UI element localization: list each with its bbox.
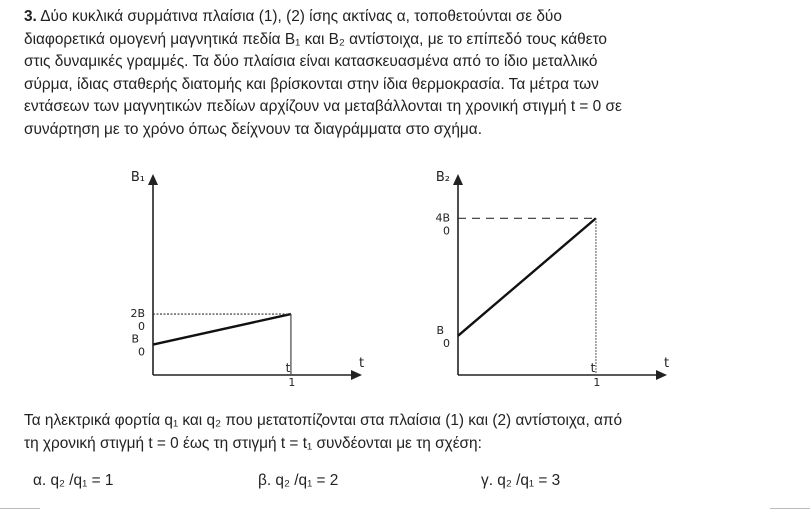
x-axis-label: t bbox=[359, 356, 365, 371]
t1-tick-subscript: 1 bbox=[593, 376, 601, 389]
t1-tick-subscript: 1 bbox=[288, 376, 296, 389]
answer-a-letter: α. bbox=[33, 472, 47, 489]
answer-options bbox=[0, 472, 810, 494]
x-axis-arrow-icon bbox=[351, 370, 362, 380]
y-top-tick-label: 2B bbox=[130, 307, 145, 321]
y-start-tick-subscript: 0 bbox=[138, 345, 145, 359]
answer-b-letter: β. bbox=[258, 472, 272, 489]
y-axis-label: B₁ bbox=[130, 170, 145, 185]
y-top-tick-subscript: 0 bbox=[138, 320, 145, 334]
y-axis-arrow-icon bbox=[148, 174, 158, 185]
y-axis-arrow-icon bbox=[453, 174, 463, 185]
x-axis-arrow-icon bbox=[656, 370, 667, 380]
problem-line-3: στις δυναμικές γραμμές. Τα δύο πλαίσια είναι κατασκευασμένα από το ίδιο μεταλλικό bbox=[24, 53, 598, 71]
chart-svg-2 bbox=[400, 160, 680, 415]
y-start-tick-subscript: 0 bbox=[443, 336, 450, 350]
problem-line-2: διαφορετικά ομογενή μαγνητικά πεδία B₁ και B₂ αντίστοιχα, με το επίπεδό τους κάθετο bbox=[24, 30, 607, 48]
answer-a-text: q₂ /q₁ = 1 bbox=[50, 472, 114, 489]
graph-b2 bbox=[400, 160, 680, 415]
problem-text bbox=[24, 6, 794, 142]
answer-c[interactable] bbox=[481, 472, 560, 490]
question-line-1: Τα ηλεκτρικά φορτία q₁ και q₂ που μετατοπίζονται στα πλαίσια (1) και (2) αντίστοιχα, από bbox=[24, 412, 623, 429]
y-top-tick-subscript: 0 bbox=[443, 224, 450, 238]
y-axis-label: B₂ bbox=[435, 170, 450, 185]
answer-a[interactable] bbox=[33, 472, 113, 490]
x-axis-label: t bbox=[664, 356, 670, 371]
question-line-2: τη χρονική στιγμή t = 0 έως τη στιγμή t = t₁ συνδέονται με τη σχέση: bbox=[24, 435, 482, 452]
y-start-tick-label: B bbox=[131, 332, 139, 346]
answer-c-letter: γ. bbox=[481, 472, 493, 489]
problem-number: 3. bbox=[24, 8, 37, 25]
chart-svg-1 bbox=[95, 160, 375, 415]
problem-line-1: 3. Δύο κυκλικά συρμάτινα πλαίσια (1), (2) ίσης ακτίνας α, τοποθετούνται σε δύο bbox=[24, 8, 562, 25]
y-top-tick-label: 4B bbox=[435, 211, 450, 225]
problem-line-6: συνάρτηση με το χρόνο όπως δείχνουν τα διαγράμματα στο σχήμα. bbox=[24, 120, 482, 138]
problem-line-4: σύρμα, ίδιας σταθερής διατομής και βρίσκονται στην ίδια θερμοκρασία. Τα μέτρα των bbox=[24, 75, 599, 93]
t1-tick-label: t bbox=[590, 361, 596, 375]
problem-line-5: εντάσεων των μαγνητικών πεδίων αρχίζουν να μεταβάλλονται τη χρονική στιγμή t = 0 σε bbox=[24, 98, 622, 116]
graph-b1 bbox=[95, 160, 375, 415]
answer-b-text: q₂ /q₁ = 2 bbox=[275, 472, 339, 489]
answer-c-text: q₂ /q₁ = 3 bbox=[497, 472, 561, 489]
series-line bbox=[153, 314, 291, 344]
y-start-tick-label: B bbox=[436, 323, 444, 337]
series-line bbox=[458, 218, 596, 336]
answer-b[interactable] bbox=[258, 472, 338, 490]
t1-tick-label: t bbox=[285, 361, 291, 375]
